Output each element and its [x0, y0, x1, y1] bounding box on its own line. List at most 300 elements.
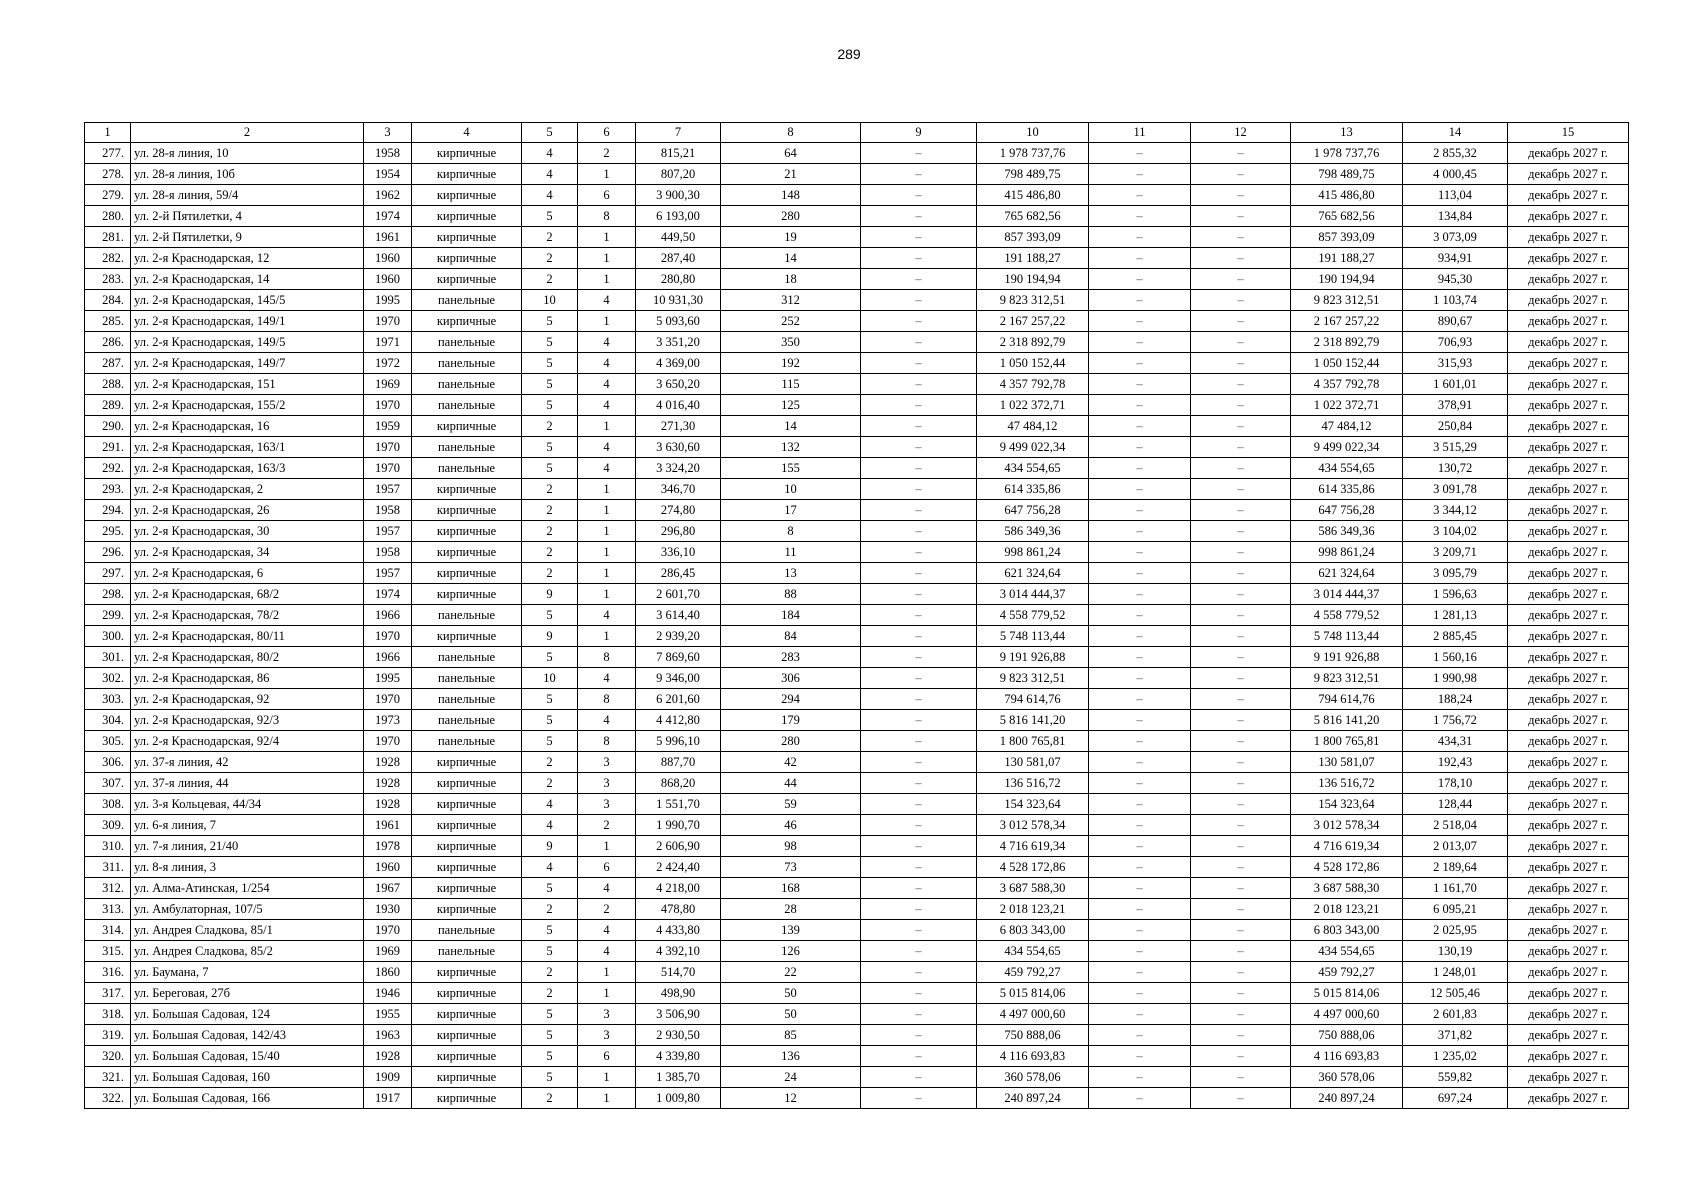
- cell-col-15: декабрь 2027 г.: [1508, 1046, 1629, 1067]
- cell-col-9: –: [861, 395, 977, 416]
- cell-col-15: декабрь 2027 г.: [1508, 1025, 1629, 1046]
- cell-col-9: –: [861, 500, 977, 521]
- cell-col-8: 11: [721, 542, 861, 563]
- table-row: [85, 584, 1629, 605]
- cell-col-7: 2 424,40: [636, 857, 721, 878]
- table-row: [85, 479, 1629, 500]
- cell-col-1: 312.: [85, 878, 131, 899]
- cell-col-8: 85: [721, 1025, 861, 1046]
- cell-col-7: 287,40: [636, 248, 721, 269]
- cell-col-6: 8: [578, 206, 636, 227]
- cell-col-5: 5: [522, 374, 578, 395]
- cell-col-13: 130 581,07: [1291, 752, 1403, 773]
- cell-col-7: 4 369,00: [636, 353, 721, 374]
- cell-col-11: –: [1089, 815, 1191, 836]
- cell-col-3: 1960: [364, 248, 412, 269]
- table-row: [85, 857, 1629, 878]
- cell-col-14: 1 601,01: [1403, 374, 1508, 395]
- cell-col-15: декабрь 2027 г.: [1508, 605, 1629, 626]
- cell-col-9: –: [861, 521, 977, 542]
- cell-col-8: 283: [721, 647, 861, 668]
- cell-col-7: 3 900,30: [636, 185, 721, 206]
- cell-col-1: 307.: [85, 773, 131, 794]
- cell-col-15: декабрь 2027 г.: [1508, 668, 1629, 689]
- cell-col-11: –: [1089, 458, 1191, 479]
- cell-col-15: декабрь 2027 г.: [1508, 815, 1629, 836]
- cell-col-15: декабрь 2027 г.: [1508, 1088, 1629, 1109]
- cell-col-14: 1 103,74: [1403, 290, 1508, 311]
- cell-col-4: кирпичные: [412, 773, 522, 794]
- cell-col-14: 1 560,16: [1403, 647, 1508, 668]
- cell-col-3: 1995: [364, 668, 412, 689]
- cell-col-1: 305.: [85, 731, 131, 752]
- cell-col-7: 3 324,20: [636, 458, 721, 479]
- cell-col-9: –: [861, 248, 977, 269]
- cell-col-3: 1961: [364, 815, 412, 836]
- cell-col-14: 1 281,13: [1403, 605, 1508, 626]
- cell-col-3: 1970: [364, 626, 412, 647]
- cell-col-8: 14: [721, 416, 861, 437]
- cell-col-2: ул. 2-я Краснодарская, 80/11: [131, 626, 364, 647]
- cell-col-2: ул. 2-я Краснодарская, 92/3: [131, 710, 364, 731]
- cell-col-2: ул. 2-я Краснодарская, 26: [131, 500, 364, 521]
- cell-col-12: –: [1191, 1046, 1291, 1067]
- cell-col-6: 1: [578, 521, 636, 542]
- cell-col-4: панельные: [412, 374, 522, 395]
- cell-col-12: –: [1191, 395, 1291, 416]
- cell-col-10: 360 578,06: [977, 1067, 1089, 1088]
- cell-col-7: 4 016,40: [636, 395, 721, 416]
- cell-col-10: 647 756,28: [977, 500, 1089, 521]
- cell-col-5: 9: [522, 584, 578, 605]
- cell-col-9: –: [861, 668, 977, 689]
- cell-col-13: 9 823 312,51: [1291, 290, 1403, 311]
- cell-col-12: –: [1191, 185, 1291, 206]
- cell-col-12: –: [1191, 899, 1291, 920]
- cell-col-7: 346,70: [636, 479, 721, 500]
- cell-col-13: 3 014 444,37: [1291, 584, 1403, 605]
- cell-col-14: 3 073,09: [1403, 227, 1508, 248]
- cell-col-2: ул. 2-я Краснодарская, 149/1: [131, 311, 364, 332]
- cell-col-11: –: [1089, 731, 1191, 752]
- cell-col-4: кирпичные: [412, 416, 522, 437]
- cell-col-13: 154 323,64: [1291, 794, 1403, 815]
- cell-col-12: –: [1191, 962, 1291, 983]
- table-row: [85, 794, 1629, 815]
- cell-col-7: 887,70: [636, 752, 721, 773]
- cell-col-8: 88: [721, 584, 861, 605]
- cell-col-6: 3: [578, 1025, 636, 1046]
- cell-col-14: 434,31: [1403, 731, 1508, 752]
- cell-col-8: 179: [721, 710, 861, 731]
- cell-col-8: 50: [721, 1004, 861, 1025]
- cell-col-3: 1969: [364, 374, 412, 395]
- cell-col-2: ул. 2-й Пятилетки, 4: [131, 206, 364, 227]
- cell-col-5: 5: [522, 332, 578, 353]
- cell-col-8: 280: [721, 731, 861, 752]
- cell-col-6: 1: [578, 269, 636, 290]
- cell-col-9: –: [861, 1004, 977, 1025]
- cell-col-4: кирпичные: [412, 311, 522, 332]
- cell-col-7: 3 351,20: [636, 332, 721, 353]
- cell-col-4: кирпичные: [412, 815, 522, 836]
- cell-col-14: 6 095,21: [1403, 899, 1508, 920]
- header-row: [85, 123, 1629, 143]
- cell-col-9: –: [861, 983, 977, 1004]
- cell-col-3: 1957: [364, 563, 412, 584]
- cell-col-15: декабрь 2027 г.: [1508, 227, 1629, 248]
- cell-col-7: 2 939,20: [636, 626, 721, 647]
- cell-col-4: панельные: [412, 731, 522, 752]
- cell-col-2: ул. 2-я Краснодарская, 80/2: [131, 647, 364, 668]
- cell-col-1: 319.: [85, 1025, 131, 1046]
- cell-col-15: декабрь 2027 г.: [1508, 542, 1629, 563]
- cell-col-11: –: [1089, 521, 1191, 542]
- cell-col-5: 2: [522, 962, 578, 983]
- cell-col-9: –: [861, 374, 977, 395]
- cell-col-3: 1970: [364, 395, 412, 416]
- cell-col-8: 350: [721, 332, 861, 353]
- cell-col-6: 1: [578, 626, 636, 647]
- cell-col-10: 1 800 765,81: [977, 731, 1089, 752]
- cell-col-15: декабрь 2027 г.: [1508, 773, 1629, 794]
- cell-col-12: –: [1191, 857, 1291, 878]
- cell-col-12: –: [1191, 689, 1291, 710]
- cell-col-1: 315.: [85, 941, 131, 962]
- cell-col-1: 320.: [85, 1046, 131, 1067]
- cell-col-13: 4 528 172,86: [1291, 857, 1403, 878]
- page-number: 289: [837, 46, 861, 62]
- table-row: [85, 458, 1629, 479]
- cell-col-8: 168: [721, 878, 861, 899]
- cell-col-7: 2 930,50: [636, 1025, 721, 1046]
- cell-col-13: 3 687 588,30: [1291, 878, 1403, 899]
- cell-col-13: 136 516,72: [1291, 773, 1403, 794]
- cell-col-2: ул. 2-я Краснодарская, 149/7: [131, 353, 364, 374]
- cell-col-4: кирпичные: [412, 584, 522, 605]
- cell-col-6: 1: [578, 962, 636, 983]
- table-row: [85, 878, 1629, 899]
- cell-col-11: –: [1089, 752, 1191, 773]
- cell-col-5: 5: [522, 710, 578, 731]
- table-row: [85, 1004, 1629, 1025]
- cell-col-6: 1: [578, 479, 636, 500]
- cell-col-14: 1 235,02: [1403, 1046, 1508, 1067]
- cell-col-14: 378,91: [1403, 395, 1508, 416]
- table-row: [85, 248, 1629, 269]
- cell-col-9: –: [861, 416, 977, 437]
- cell-col-9: –: [861, 290, 977, 311]
- column-header-14: 14: [1403, 123, 1508, 143]
- cell-col-13: 4 558 779,52: [1291, 605, 1403, 626]
- cell-col-5: 5: [522, 689, 578, 710]
- cell-col-9: –: [861, 206, 977, 227]
- cell-col-3: 1909: [364, 1067, 412, 1088]
- table-row: [85, 416, 1629, 437]
- cell-col-6: 4: [578, 710, 636, 731]
- cell-col-1: 280.: [85, 206, 131, 227]
- column-header-3: 3: [364, 123, 412, 143]
- cell-col-15: декабрь 2027 г.: [1508, 143, 1629, 164]
- cell-col-14: 130,19: [1403, 941, 1508, 962]
- cell-col-2: ул. 2-я Краснодарская, 155/2: [131, 395, 364, 416]
- cell-col-14: 890,67: [1403, 311, 1508, 332]
- cell-col-15: декабрь 2027 г.: [1508, 206, 1629, 227]
- cell-col-4: кирпичные: [412, 1046, 522, 1067]
- cell-col-10: 4 116 693,83: [977, 1046, 1089, 1067]
- cell-col-7: 1 551,70: [636, 794, 721, 815]
- cell-col-1: 288.: [85, 374, 131, 395]
- cell-col-1: 321.: [85, 1067, 131, 1088]
- cell-col-2: ул. Андрея Сладкова, 85/1: [131, 920, 364, 941]
- cell-col-7: 478,80: [636, 899, 721, 920]
- cell-col-8: 312: [721, 290, 861, 311]
- cell-col-7: 4 433,80: [636, 920, 721, 941]
- cell-col-1: 279.: [85, 185, 131, 206]
- column-header-10: 10: [977, 123, 1089, 143]
- cell-col-9: –: [861, 185, 977, 206]
- cell-col-4: панельные: [412, 689, 522, 710]
- cell-col-1: 277.: [85, 143, 131, 164]
- cell-col-10: 857 393,09: [977, 227, 1089, 248]
- cell-col-6: 3: [578, 752, 636, 773]
- cell-col-13: 857 393,09: [1291, 227, 1403, 248]
- cell-col-2: ул. 2-я Краснодарская, 16: [131, 416, 364, 437]
- cell-col-15: декабрь 2027 г.: [1508, 626, 1629, 647]
- cell-col-3: 1960: [364, 857, 412, 878]
- column-header-12: 12: [1191, 123, 1291, 143]
- cell-col-6: 4: [578, 353, 636, 374]
- table-row: [85, 1067, 1629, 1088]
- cell-col-4: кирпичные: [412, 269, 522, 290]
- cell-col-7: 1 990,70: [636, 815, 721, 836]
- cell-col-3: 1966: [364, 605, 412, 626]
- cell-col-13: 2 167 257,22: [1291, 311, 1403, 332]
- cell-col-11: –: [1089, 437, 1191, 458]
- cell-col-8: 132: [721, 437, 861, 458]
- cell-col-3: 1958: [364, 143, 412, 164]
- cell-col-6: 3: [578, 794, 636, 815]
- cell-col-3: 1961: [364, 227, 412, 248]
- cell-col-7: 4 392,10: [636, 941, 721, 962]
- table-row: [85, 437, 1629, 458]
- cell-col-7: 2 601,70: [636, 584, 721, 605]
- cell-col-12: –: [1191, 731, 1291, 752]
- cell-col-6: 4: [578, 395, 636, 416]
- cell-col-1: 302.: [85, 668, 131, 689]
- cell-col-4: панельные: [412, 668, 522, 689]
- cell-col-10: 1 978 737,76: [977, 143, 1089, 164]
- table-row: [85, 941, 1629, 962]
- cell-col-11: –: [1089, 500, 1191, 521]
- cell-col-12: –: [1191, 920, 1291, 941]
- cell-col-4: кирпичные: [412, 542, 522, 563]
- table-row: [85, 647, 1629, 668]
- cell-col-13: 9 191 926,88: [1291, 647, 1403, 668]
- cell-col-9: –: [861, 962, 977, 983]
- cell-col-6: 8: [578, 647, 636, 668]
- cell-col-7: 4 218,00: [636, 878, 721, 899]
- cell-col-7: 2 606,90: [636, 836, 721, 857]
- cell-col-7: 5 996,10: [636, 731, 721, 752]
- cell-col-2: ул. 2-я Краснодарская, 6: [131, 563, 364, 584]
- cell-col-13: 614 335,86: [1291, 479, 1403, 500]
- cell-col-15: декабрь 2027 г.: [1508, 353, 1629, 374]
- cell-col-7: 6 201,60: [636, 689, 721, 710]
- cell-col-6: 1: [578, 563, 636, 584]
- cell-col-15: декабрь 2027 г.: [1508, 164, 1629, 185]
- cell-col-5: 5: [522, 437, 578, 458]
- cell-col-14: 2 189,64: [1403, 857, 1508, 878]
- cell-col-5: 2: [522, 563, 578, 584]
- cell-col-10: 1 022 372,71: [977, 395, 1089, 416]
- cell-col-15: декабрь 2027 г.: [1508, 941, 1629, 962]
- cell-col-14: 134,84: [1403, 206, 1508, 227]
- cell-col-3: 1959: [364, 416, 412, 437]
- cell-col-5: 10: [522, 668, 578, 689]
- cell-col-12: –: [1191, 773, 1291, 794]
- cell-col-15: декабрь 2027 г.: [1508, 185, 1629, 206]
- cell-col-15: декабрь 2027 г.: [1508, 647, 1629, 668]
- cell-col-9: –: [861, 773, 977, 794]
- cell-col-14: 188,24: [1403, 689, 1508, 710]
- cell-col-10: 794 614,76: [977, 689, 1089, 710]
- cell-col-13: 1 022 372,71: [1291, 395, 1403, 416]
- cell-col-9: –: [861, 836, 977, 857]
- cell-col-8: 136: [721, 1046, 861, 1067]
- cell-col-2: ул. 2-я Краснодарская, 92: [131, 689, 364, 710]
- cell-col-7: 4 412,80: [636, 710, 721, 731]
- cell-col-5: 5: [522, 1067, 578, 1088]
- cell-col-6: 6: [578, 857, 636, 878]
- cell-col-10: 136 516,72: [977, 773, 1089, 794]
- cell-col-14: 3 209,71: [1403, 542, 1508, 563]
- cell-col-2: ул. 2-я Краснодарская, 68/2: [131, 584, 364, 605]
- cell-col-10: 3 012 578,34: [977, 815, 1089, 836]
- cell-col-13: 5 015 814,06: [1291, 983, 1403, 1004]
- cell-col-10: 130 581,07: [977, 752, 1089, 773]
- cell-col-3: 1946: [364, 983, 412, 1004]
- cell-col-4: кирпичные: [412, 752, 522, 773]
- cell-col-8: 46: [721, 815, 861, 836]
- cell-col-15: декабрь 2027 г.: [1508, 878, 1629, 899]
- cell-col-10: 434 554,65: [977, 458, 1089, 479]
- cell-col-12: –: [1191, 1088, 1291, 1109]
- cell-col-11: –: [1089, 374, 1191, 395]
- column-header-9: 9: [861, 123, 977, 143]
- cell-col-13: 586 349,36: [1291, 521, 1403, 542]
- cell-col-2: ул. 2-я Краснодарская, 163/1: [131, 437, 364, 458]
- cell-col-13: 240 897,24: [1291, 1088, 1403, 1109]
- table-row: [85, 185, 1629, 206]
- cell-col-5: 2: [522, 248, 578, 269]
- table-row: [85, 542, 1629, 563]
- cell-col-6: 1: [578, 1088, 636, 1109]
- cell-col-7: 286,45: [636, 563, 721, 584]
- table-row: [85, 626, 1629, 647]
- cell-col-7: 449,50: [636, 227, 721, 248]
- cell-col-4: кирпичные: [412, 1025, 522, 1046]
- cell-col-1: 316.: [85, 962, 131, 983]
- cell-col-1: 309.: [85, 815, 131, 836]
- cell-col-4: кирпичные: [412, 836, 522, 857]
- cell-col-12: –: [1191, 500, 1291, 521]
- cell-col-15: декабрь 2027 г.: [1508, 962, 1629, 983]
- table-row: [85, 227, 1629, 248]
- cell-col-13: 2 318 892,79: [1291, 332, 1403, 353]
- cell-col-8: 14: [721, 248, 861, 269]
- cell-col-1: 306.: [85, 752, 131, 773]
- cell-col-10: 190 194,94: [977, 269, 1089, 290]
- cell-col-9: –: [861, 458, 977, 479]
- cell-col-9: –: [861, 815, 977, 836]
- cell-col-8: 192: [721, 353, 861, 374]
- cell-col-5: 2: [522, 983, 578, 1004]
- cell-col-1: 304.: [85, 710, 131, 731]
- cell-col-4: кирпичные: [412, 1088, 522, 1109]
- cell-col-7: 280,80: [636, 269, 721, 290]
- cell-col-13: 4 497 000,60: [1291, 1004, 1403, 1025]
- table-row: [85, 374, 1629, 395]
- cell-col-9: –: [861, 626, 977, 647]
- cell-col-2: ул. 2-я Краснодарская, 30: [131, 521, 364, 542]
- cell-col-10: 2 167 257,22: [977, 311, 1089, 332]
- table-row: [85, 899, 1629, 920]
- cell-col-11: –: [1089, 773, 1191, 794]
- cell-col-10: 2 018 123,21: [977, 899, 1089, 920]
- table-row: [85, 1088, 1629, 1109]
- cell-col-3: 1930: [364, 899, 412, 920]
- cell-col-11: –: [1089, 1088, 1191, 1109]
- cell-col-14: 371,82: [1403, 1025, 1508, 1046]
- cell-col-6: 1: [578, 836, 636, 857]
- cell-col-10: 9 823 312,51: [977, 290, 1089, 311]
- cell-col-9: –: [861, 1067, 977, 1088]
- cell-col-4: кирпичные: [412, 521, 522, 542]
- cell-col-4: панельные: [412, 395, 522, 416]
- cell-col-2: ул. 2-я Краснодарская, 34: [131, 542, 364, 563]
- cell-col-6: 8: [578, 689, 636, 710]
- cell-col-8: 139: [721, 920, 861, 941]
- cell-col-10: 586 349,36: [977, 521, 1089, 542]
- cell-col-11: –: [1089, 353, 1191, 374]
- cell-col-15: декабрь 2027 г.: [1508, 731, 1629, 752]
- cell-col-14: 2 855,32: [1403, 143, 1508, 164]
- cell-col-10: 9 191 926,88: [977, 647, 1089, 668]
- cell-col-13: 2 018 123,21: [1291, 899, 1403, 920]
- cell-col-15: декабрь 2027 г.: [1508, 1004, 1629, 1025]
- cell-col-6: 1: [578, 584, 636, 605]
- cell-col-8: 17: [721, 500, 861, 521]
- table-row: [85, 164, 1629, 185]
- cell-col-6: 1: [578, 227, 636, 248]
- cell-col-15: декабрь 2027 г.: [1508, 920, 1629, 941]
- cell-col-5: 2: [522, 899, 578, 920]
- cell-col-8: 50: [721, 983, 861, 1004]
- cell-col-14: 2 013,07: [1403, 836, 1508, 857]
- cell-col-7: 336,10: [636, 542, 721, 563]
- cell-col-4: кирпичные: [412, 857, 522, 878]
- cell-col-3: 1970: [364, 731, 412, 752]
- cell-col-6: 1: [578, 983, 636, 1004]
- cell-col-15: декабрь 2027 г.: [1508, 248, 1629, 269]
- cell-col-13: 434 554,65: [1291, 458, 1403, 479]
- cell-col-1: 318.: [85, 1004, 131, 1025]
- cell-col-4: кирпичные: [412, 962, 522, 983]
- cell-col-4: панельные: [412, 710, 522, 731]
- cell-col-14: 1 596,63: [1403, 584, 1508, 605]
- cell-col-8: 148: [721, 185, 861, 206]
